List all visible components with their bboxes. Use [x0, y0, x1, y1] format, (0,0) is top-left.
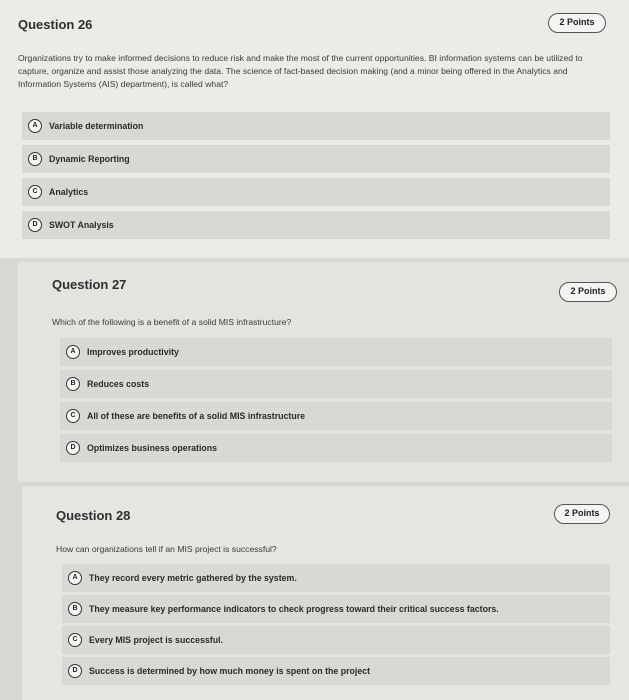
- option-label: Analytics: [49, 187, 89, 197]
- option-label: Every MIS project is successful.: [89, 635, 223, 645]
- option-c[interactable]: [60, 402, 612, 430]
- option-a[interactable]: [62, 564, 610, 592]
- option-label: Optimizes business operations: [87, 443, 218, 453]
- option-d[interactable]: [62, 657, 610, 685]
- option-letter-a: A: [66, 345, 80, 359]
- points-badge: 2 Points: [559, 282, 617, 302]
- option-letter-b: B: [28, 152, 42, 166]
- option-d[interactable]: [22, 211, 610, 239]
- option-label: Variable determination: [49, 121, 144, 131]
- option-label: They measure key performance indicators to check progress toward their critical success factors.: [89, 604, 499, 614]
- option-label: They record every metric gathered by the system.: [89, 573, 297, 583]
- option-letter-a: A: [28, 119, 42, 133]
- question-title: Question 26: [18, 17, 93, 32]
- option-label: Improves productivity: [87, 347, 179, 357]
- option-label: Success is determined by how much money is spent on the project: [89, 666, 371, 676]
- option-a[interactable]: [60, 338, 612, 366]
- option-letter-c: C: [28, 185, 42, 199]
- option-d[interactable]: [60, 434, 612, 462]
- question-text: Organizations try to make informed decisions to reduce risk and make the most of the current opportunities. BI information systems can be utilized to capture, organize and assist those analyzing the data. The science of fact-based decision making (and a minor being offered in the Analytics and Information Systems (AIS) department), is called what?: [18, 53, 583, 89]
- option-b[interactable]: [62, 595, 610, 623]
- option-label: SWOT Analysis: [49, 220, 114, 230]
- option-letter-d: D: [28, 218, 42, 232]
- question-28-card: [22, 486, 629, 700]
- option-b[interactable]: [60, 370, 612, 398]
- question-text: How can organizations tell if an MIS project is successful?: [56, 544, 277, 554]
- question-title: Question 28: [56, 508, 131, 523]
- points-badge: 2 Points: [554, 504, 610, 524]
- question-27-card: [18, 262, 629, 482]
- question-title: Question 27: [52, 277, 127, 292]
- option-letter-c: C: [66, 409, 80, 423]
- option-c[interactable]: [62, 626, 610, 654]
- option-label: Reduces costs: [87, 379, 150, 389]
- option-label: Dynamic Reporting: [49, 154, 130, 164]
- option-letter-a: A: [68, 571, 82, 585]
- option-letter-d: D: [68, 664, 82, 678]
- question-text: Which of the following is a benefit of a solid MIS infrastructure?: [52, 317, 292, 327]
- points-badge: 2 Points: [548, 13, 606, 33]
- question-26-card: [0, 0, 629, 258]
- option-letter-c: C: [68, 633, 82, 647]
- option-a[interactable]: [22, 112, 610, 140]
- option-letter-b: B: [68, 602, 82, 616]
- option-label: All of these are benefits of a solid MIS infrastructure: [87, 411, 306, 421]
- option-letter-d: D: [66, 441, 80, 455]
- option-c[interactable]: [22, 178, 610, 206]
- option-b[interactable]: [22, 145, 610, 173]
- option-letter-b: B: [66, 377, 80, 391]
